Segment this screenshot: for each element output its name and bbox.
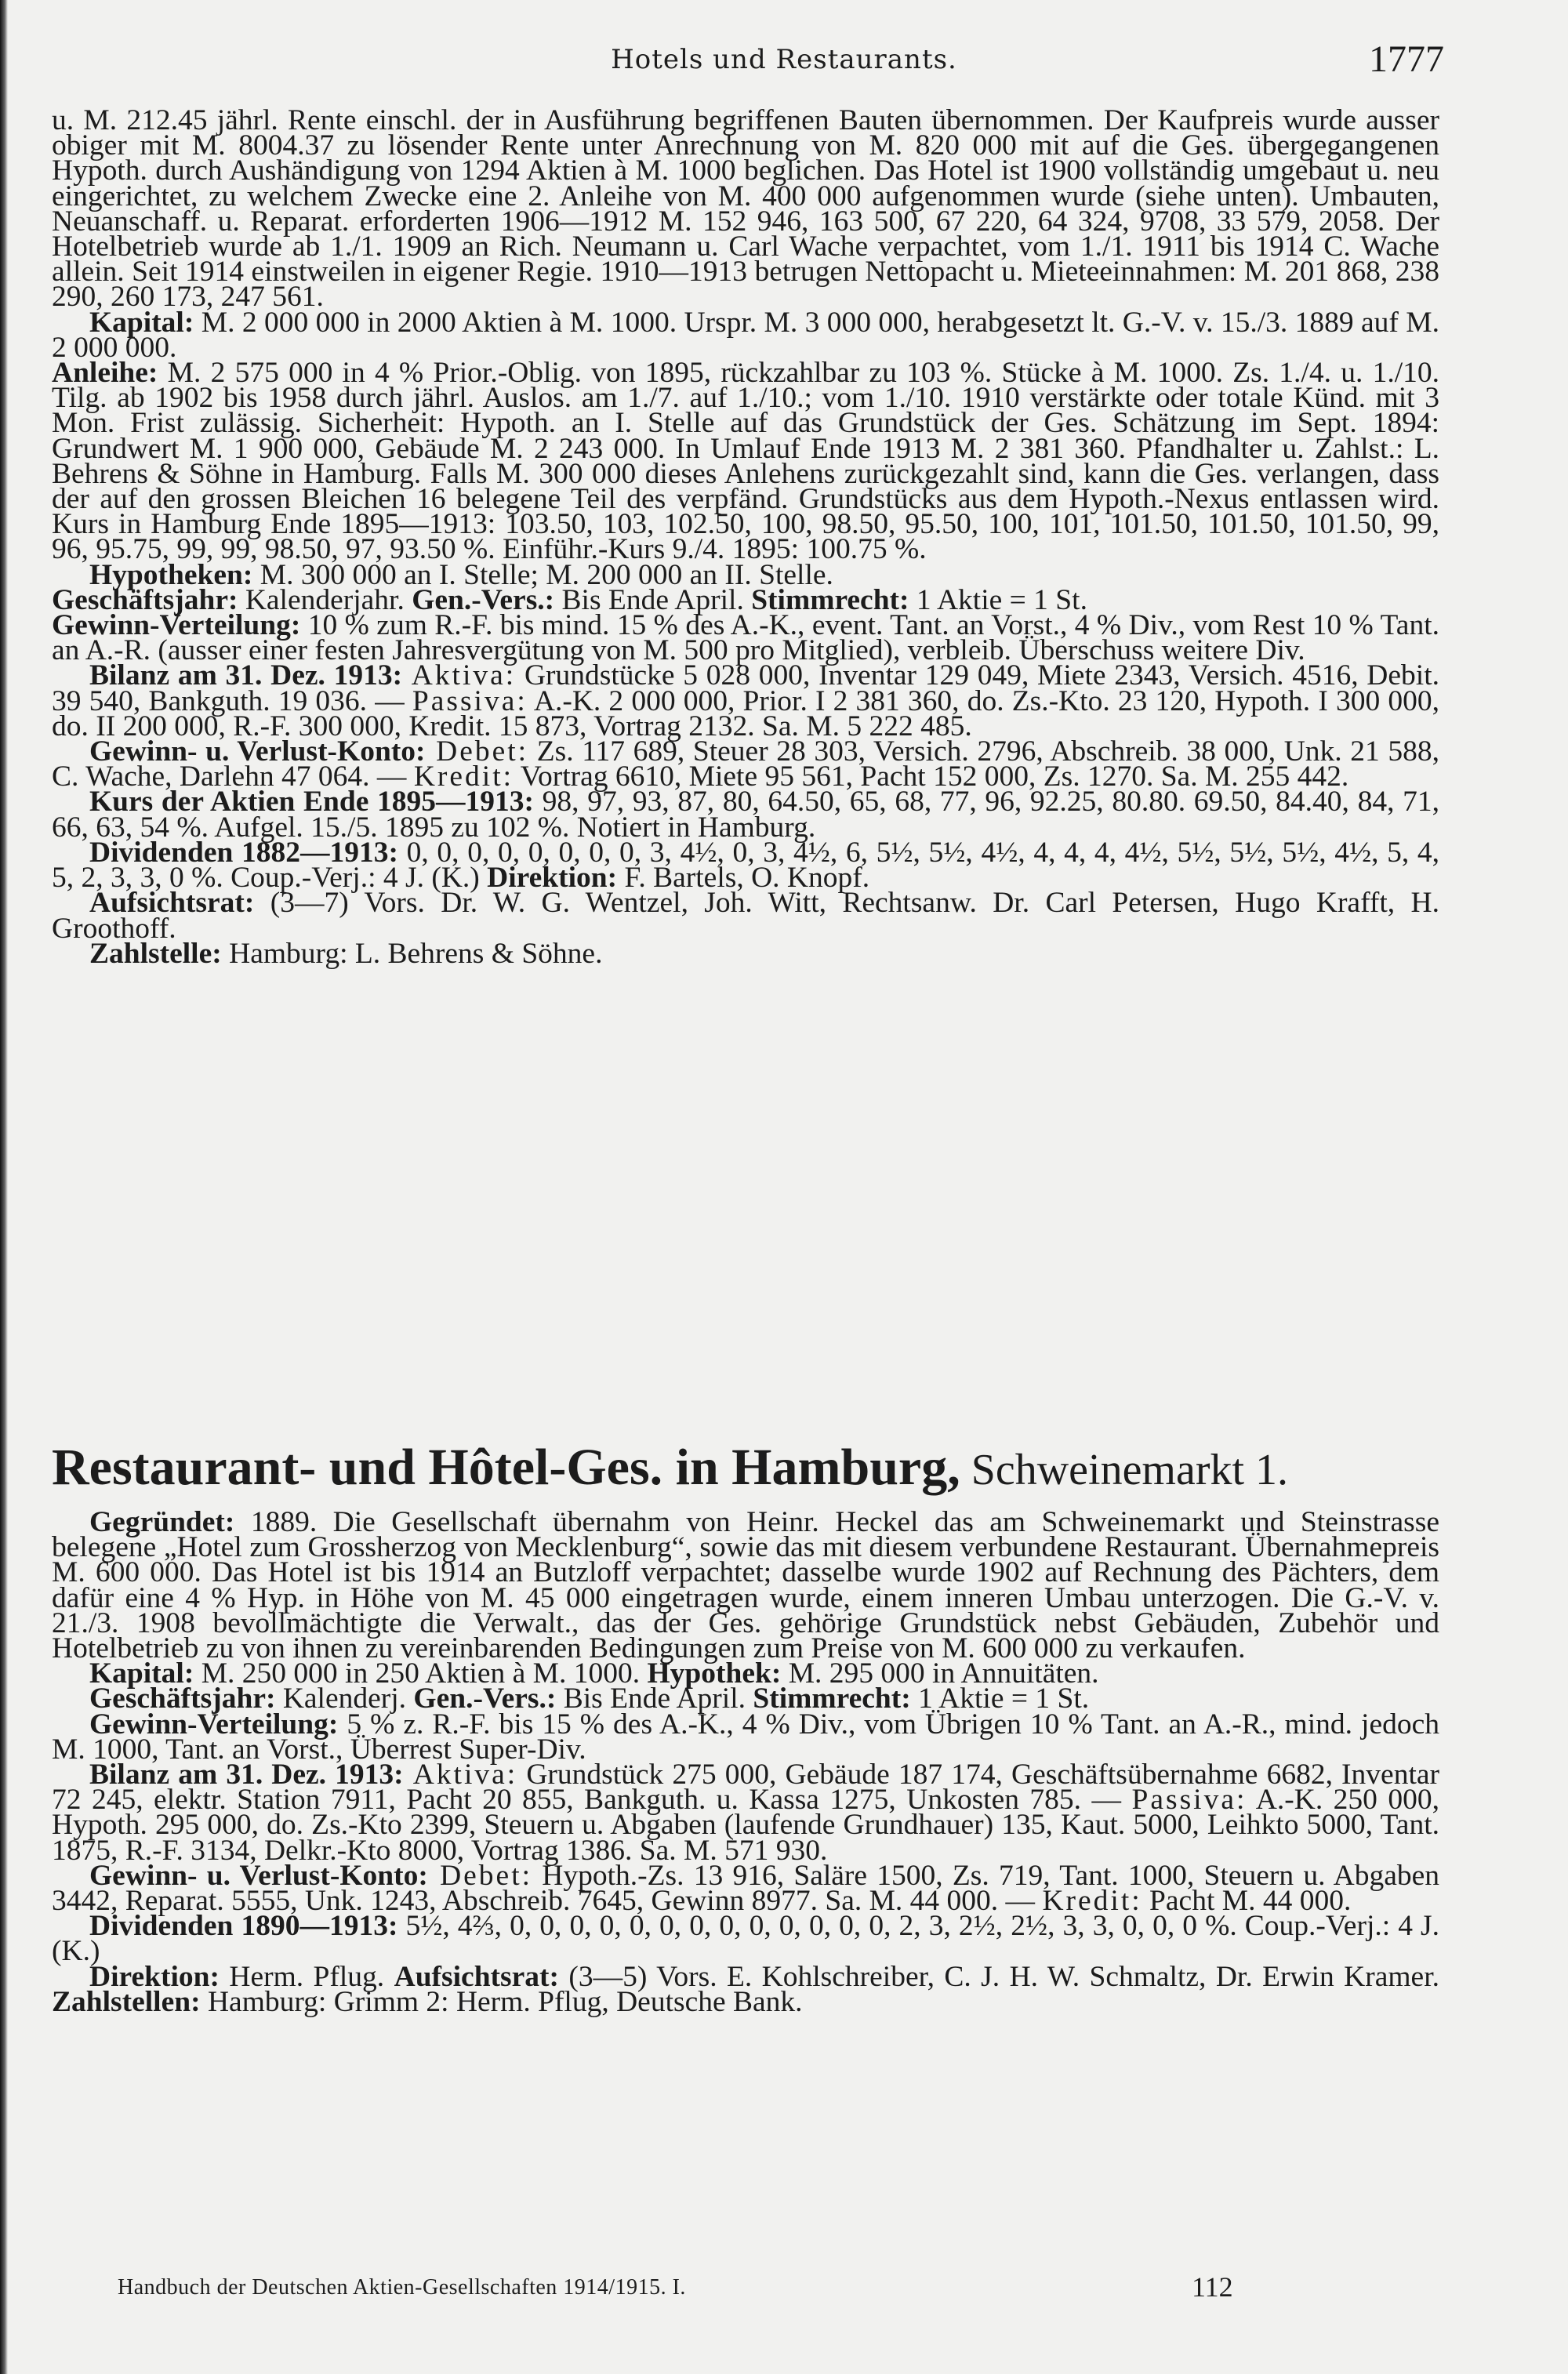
bilanz-passiva-text: A.-K. 2 000 000, Prior. I 2 381 360, do. Zs.-Kto. 23 120, Hypoth. I 300 000, do. II 200 000, R.-F. 300 000, Kredit. 15 873, Vortrag 2132. Sa. M. 5 222 485. xyxy=(52,684,1439,742)
bilanz-label: Bilanz am 31. Dez. 1913: xyxy=(89,659,403,692)
zahlstellen-text: Hamburg: Grimm 2: Herm. Pflug, Deutsche Bank. xyxy=(200,1985,803,2018)
gewinnverteilung-text: 5 % z. R.-F. bis 15 % des A.-K., 4 % Div., vom Übrigen 10 % Tant. an A.-R., mind. jedoch M. 1000, Tant. an Vorst., Überrest Super-Div. xyxy=(52,1708,1439,1766)
bilanz-aktiva-text: Grundstück 275 000, Gebäude 187 174, Geschäftsübernahme 6682, Inventar 72 245, elektr. Station 7911, Pacht 20 855, Bankguth. u. Kassa 1275, Unkosten 785. — xyxy=(52,1759,1439,1817)
zahlstelle-text: Hamburg: L. Behrens & Söhne. xyxy=(221,937,603,970)
genvers-text: Bis Ende April. xyxy=(554,583,744,616)
geschaeftsjahr-text: Kalenderj. xyxy=(275,1682,414,1715)
gewinnverteilung-label: Gewinn-Verteilung: xyxy=(52,609,301,642)
guv-kredit-label: Kredit: xyxy=(1042,1885,1142,1918)
bilanz-aktiva-label: Aktiva: xyxy=(402,659,517,692)
company-entry xyxy=(52,1506,1439,2018)
dividenden-paragraph xyxy=(52,1910,1439,1968)
bilanz-passiva-label: Passiva: xyxy=(412,684,528,717)
stimmrecht-text: 1 Aktie = 1 St. xyxy=(909,583,1087,616)
direktion-text: Herm. Pflug. xyxy=(219,1960,394,1993)
dividenden-paragraph xyxy=(52,836,1439,895)
kurs-label: Kurs der Aktien Ende 1895—1913: xyxy=(89,786,535,819)
bilanz-passiva-label: Passiva: xyxy=(1131,1784,1247,1817)
bilanz-passiva-text: A.-K. 250 000, Hypoth. 295 000, do. Zs.-Kto 2399, Steuern u. Abgaben (laufende Grundhauer) 135, Kaut. 5000, Leihkto 5000, Tant. 1875, R.-F. 3134, Delkr.-Kto 8000, Vortrag 1386. Sa. M. 571 930. xyxy=(52,1784,1439,1867)
bilanz-paragraph xyxy=(52,1759,1439,1867)
page-footer xyxy=(118,2271,1325,2307)
gegruendet-text: 1889. Die Gesellschaft übernahm von Heinr. Heckel das am Schweinemarkt und Steinstrasse belegene „Hotel zum Grossherzog von Mecklenburg“, sowie das mit diesem verbundene Restaurant. Übernahmepreis M. 600 000. Das Hotel ist bis 1914 an Butzloff verpachtet; dasselbe wurde 1902 auf Rechnung des Pächters, dem dafür eine 4 % Hyp. in Höhe von M. 45 000 eingetragen wurde, einem inneren Umbau unterzogen. Die G.-V. v. 21./3. 1908 bevollmächtigte die Verwalt., das der Ges. gehörige Grundstück nebst Gebäuden, Zubehör und Hotelbetrieb zu von ihnen zu vereinbarenden Bedingungen zum Preise von M. 600 000 zu verkaufen. xyxy=(52,1506,1439,1665)
hypothek-label: Hypothek: xyxy=(647,1657,782,1690)
bilanz-aktiva-text: Grundstücke 5 028 000, Inventar 129 049, Miete 2343, Versich. 4516, Debit. 39 540, Bankguth. 19 036. — xyxy=(52,659,1439,717)
stimmrecht-text: 1 Aktie = 1 St. xyxy=(910,1682,1090,1715)
zahlstelle-paragraph xyxy=(52,937,1439,970)
kurs-text: 98, 97, 93, 87, 80, 64.50, 65, 68, 77, 96, 92.25, 80.80. 69.50, 84.40, 84, 71, 66, 63, 54 %. Aufgel. 15./5. 1895 zu 102 %. Notiert in Hamburg. xyxy=(52,786,1440,844)
direktion-label: Direktion: xyxy=(487,862,618,895)
direktion-paragraph xyxy=(52,1960,1439,2018)
bilanz-paragraph xyxy=(52,659,1439,742)
company-address: Schweinemarkt 1. xyxy=(960,1446,1289,1494)
anleihe-label: Anleihe: xyxy=(52,357,158,390)
bilanz-label: Bilanz am 31. Dez. 1913: xyxy=(89,1759,404,1791)
dividenden-label: Dividenden 1890—1913: xyxy=(89,1910,398,1943)
gegruendet-paragraph xyxy=(52,1506,1439,1665)
zahlstelle-label: Zahlstelle: xyxy=(89,937,222,970)
aufsichtsrat-label: Aufsichtsrat: xyxy=(89,887,255,920)
zahlstellen-label: Zahlstellen: xyxy=(52,1985,201,2018)
hypothek-text: M. 295 000 in Annuitäten. xyxy=(781,1657,1099,1690)
gewinnverteilung-paragraph xyxy=(52,609,1439,667)
guv-kredit-label: Kredit: xyxy=(413,760,514,793)
aufsichtsrat-text: (3—5) Vors. E. Kohlschreiber, C. J. H. W. Schmaltz, Dr. Erwin Kramer. xyxy=(559,1960,1439,1993)
kurs-paragraph xyxy=(52,786,1440,844)
guv-paragraph xyxy=(52,1859,1439,1918)
kapital-label: Kapital: xyxy=(89,306,194,339)
history-paragraph: u. M. 212.45 jährl. Rente einschl. der in Ausführung begriffenen Bauten übernommen. Der Kaufpreis wurde ausser obiger mit M. 8004.37 zu lösender Rente unter Anrechnung von M. 820 000 mit auf die Ges. übergegangenen Hypoth. durch Aushändigung von 1294 Aktien à M. 1000 beglichen. Das Hotel ist 1900 vollständig umgebaut u. neu eingerichtet, zu welchem Zwecke eine 2. Anleihe von M. 400 000 aufgenommen wurde (siehe unten). Umbauten, Neuanschaff. u. Reparat. erforderten 1906—1912 M. 152 946, 163 500, 67 220, 64 324, 9708, 33 579, 2058. Der Hotelbetrieb wurde ab 1./1. 1909 an Rich. Neumann u. Carl Wache verpachtet, vom 1./1. 1911 bis 1914 C. Wache allein. Seit 1914 einstweilen in eigener Regie. 1910—1913 betrugen Nettopacht u. Mieteeinnahmen: M. 201 868, 238 290, 260 173, 247 561. xyxy=(52,104,1439,314)
guv-paragraph xyxy=(52,735,1439,793)
gewinnverteilung-label: Gewinn-Verteilung: xyxy=(89,1708,339,1741)
genvers-text: Bis Ende April. xyxy=(556,1682,753,1715)
kapital-text: M. 250 000 in 250 Aktien à M. 1000. xyxy=(194,1657,648,1690)
aufsichtsrat-text: (3—7) Vors. Dr. W. G. Wentzel, Joh. Witt, Rechtsanw. Dr. Carl Petersen, Hugo Krafft, H. Groothoff. xyxy=(52,887,1439,945)
hypotheken-text: M. 300 000 an I. Stelle; M. 200 000 an II. Stelle. xyxy=(252,558,833,591)
guv-kredit-text: Vortrag 6610, Miete 95 561, Pacht 152 000, Zs. 1270. Sa. M. 255 442. xyxy=(514,760,1349,793)
guv-label: Gewinn- u. Verlust-Konto: xyxy=(89,1859,428,1892)
direktion-label: Direktion: xyxy=(89,1960,220,1993)
guv-label: Gewinn- u. Verlust-Konto: xyxy=(89,735,426,768)
geschaeftsjahr-text: Kalenderjahr. xyxy=(238,583,405,616)
genvers-label: Gen.-Vers.: xyxy=(413,1682,557,1715)
guv-debet-text: Hypoth.-Zs. 13 916, Saläre 1500, Zs. 719, Tant. 1000, Steuern u. Abgaben 3442, Reparat. 5555, Unk. 1243, Abschreib. 7645, Gewinn 8977. Sa. M. 44 000. — xyxy=(52,1859,1439,1918)
gewinnverteilung-text: 10 % zum R.-F. bis mind. 15 % des A.-K., event. Tant. an Vorst., 4 % Div., vom Rest 10 % Tant. an A.-R. (ausser einer festen Jahresvergütung von M. 500 pro Mitglied), verbleib. Überschuss weitere Div. xyxy=(52,609,1439,667)
stimmrecht-label: Stimmrecht: xyxy=(753,1682,911,1715)
gewinnverteilung-paragraph xyxy=(52,1708,1439,1766)
guv-debet-label: Debet: xyxy=(427,1859,533,1892)
company-heading xyxy=(52,1439,1439,1498)
kapital-paragraph xyxy=(52,306,1439,364)
entry-continuation xyxy=(52,104,1440,970)
anleihe-paragraph xyxy=(52,357,1439,566)
guv-debet-label: Debet: xyxy=(425,735,529,768)
guv-debet-text: Zs. 117 689, Steuer 28 303, Versich. 2796, Abschreib. 38 000, Unk. 21 588, C. Wache, Darlehn 47 064. — xyxy=(52,735,1439,793)
dividenden-label: Dividenden 1882—1913: xyxy=(89,836,399,869)
sheet-signature: 112 xyxy=(1192,2271,1233,2303)
guv-kredit-text: Pacht M. 44 000. xyxy=(1142,1885,1352,1918)
stimmrecht-label: Stimmrecht: xyxy=(751,583,909,616)
footer-title: Handbuch der Deutschen Aktien-Gesellschaften 1914/1915. I. xyxy=(118,2275,686,2300)
binding-shadow xyxy=(0,0,8,2374)
page-number: 1777 xyxy=(1369,38,1444,80)
company-name: Restaurant- und Hôtel-Ges. in Hamburg, xyxy=(52,1439,960,1496)
genvers-label: Gen.-Vers.: xyxy=(412,583,555,616)
geschaeftsjahr-label: Geschäftsjahr: xyxy=(89,1682,276,1715)
anleihe-text: M. 2 575 000 in 4 % Prior.-Oblig. von 1895, rückzahlbar zu 103 %. Stücke à M. 1000. Zs. 1./4. u. 1./10. Tilg. ab 1902 bis 1958 durch jährl. Auslos. am 1./7. auf 1./10.; vom 1./10. 1910 verstärkte oder totale Künd. mit 3 Mon. Frist zulässig. Sicherheit: Hypoth. an I. Stelle auf das Grundstück der Ges. Schätzung im Sept. 1894: Grundwert M. 1 900 000, Gebäude M. 2 243 000. In Umlauf Ende 1913 M. 2 381 360. Pfandhalter u. Zahlst.: L. Behrens & Söhne in Hamburg. Falls M. 300 000 dieses Anlehens zurückgezahlt sind, kann die Ges. verlangen, dass der auf den grossen Bleichen 16 belegene Teil des verpfänd. Grundstücks aus dem Hypoth.-Nexus entlassen wird. Kurs in Hamburg Ende 1895—1913: 103.50, 103, 102.50, 100, 98.50, 95.50, 100, 101, 101.50, 101.50, 101.50, 99, 96, 95.75, 99, 99, 98.50, 97, 93.50 %. Einführ.-Kurs 9./4. 1895: 100.75 %. xyxy=(52,357,1439,566)
bilanz-aktiva-label: Aktiva: xyxy=(403,1759,518,1791)
aufsichtsrat-paragraph xyxy=(52,887,1439,945)
gegruendet-label: Gegründet: xyxy=(89,1506,235,1538)
geschaeftsjahr-label: Geschäftsjahr: xyxy=(52,583,238,616)
kapital-label: Kapital: xyxy=(89,1657,194,1690)
hypotheken-label: Hypotheken: xyxy=(89,558,253,591)
page-header xyxy=(0,38,1568,85)
dividenden-text: 0, 0, 0, 0, 0, 0, 0, 0, 3, 4½, 0, 3, 4½, 6, 5½, 5½, 4½, 4, 4, 4, 4½, 5½, 5½, 5½, 4½, 5, 4, 5, 2, 3, 3, 0 %. Coup.-Verj.: 4 J. (K.) xyxy=(52,836,1439,895)
running-title: Hotels und Restaurants. xyxy=(611,44,957,75)
kapital-text: M. 2 000 000 in 2000 Aktien à M. 1000. Urspr. M. 3 000 000, herabgesetzt lt. G.-V. v. 15./3. 1889 auf M. 2 000 000. xyxy=(52,306,1439,364)
direktion-text: F. Bartels, O. Knopf. xyxy=(617,862,870,895)
dividenden-text: 5½, 4⅔, 0, 0, 0, 0, 0, 0, 0, 0, 0, 0, 0, 0, 0, 2, 3, 2½, 2½, 3, 3, 0, 0, 0 %. Coup.-Verj.: 4 J. (K.) xyxy=(52,1910,1439,1968)
aufsichtsrat-label: Aufsichtsrat: xyxy=(394,1960,559,1993)
